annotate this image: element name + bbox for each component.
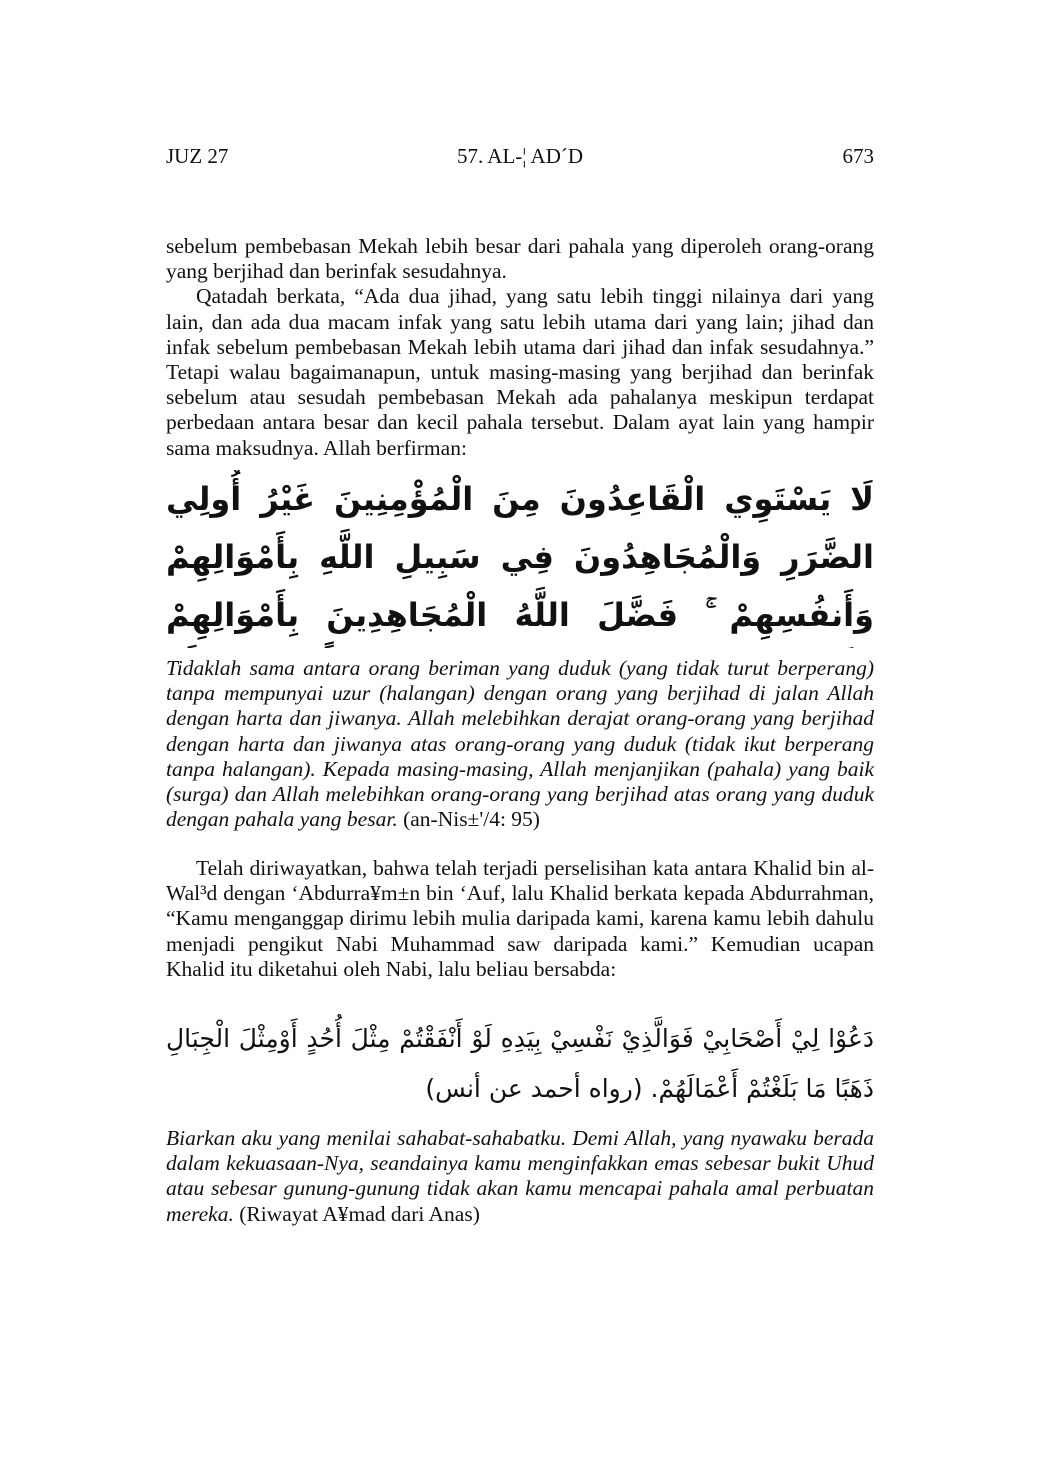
main-text-top xyxy=(166,234,874,461)
quran-translation-block xyxy=(166,656,874,832)
quran-reference: (an-Nis±'/4: 95) xyxy=(397,807,540,832)
quran-translation: Tidaklah sama antara orang beriman yang duduk (yang tidak turut berperang) tanpa mempunyai uzur (halangan) dengan orang yang berjihad di jalan Allah dengan harta dan jiwanya. Allah melebihkan derajat orang-orang yang berjihad dengan harta dan jiwanya atas orang-orang yang duduk (tidak ikut berperang tanpa halangan). Kepada masing-masing, Allah menjanjikan (pahala) yang baik (surga) dan Allah melebihkan orang-orang yang berjihad atas orang yang duduk dengan pahala yang besar. xyxy=(166,656,874,832)
quran-verse-arabic: لَا يَسْتَوِي الْقَاعِدُونَ مِنَ الْمُؤْمِنِينَ غَيْرُ أُولِي الضَّرَرِ وَالْمُجَاهِدُونَ فِي سَبِيلِ اللَّهِ بِأَمْوَالِهِمْ وَأَنفُسِهِمْ ۚ فَضَّلَ اللَّهُ الْمُجَاهِدِينَ بِأَمْوَالِهِمْ xyxy=(166,480,874,634)
surah-title: 57. AL-¦ AD´D xyxy=(456,144,584,168)
paragraph-2: Qatadah berkata, “Ada dua jihad, yang satu lebih tinggi nilainya dari yang lain, dan ada dua macam infak yang satu lebih utama dari yang lain; jihad dan infak sebelum pembebasan Mekah lebih utama dari jihad dan infak sesudahnya.” Tetapi walau bagaimanapun, untuk masing-masing yang berjihad dan berinfak sebelum atau sesudah pembebasan Mekah ada pahalanya meskipun terdapat perbedaan antara besar dan kecil pahala tersebut. Dalam ayat lain yang hampir sama maksudnya. Allah berfirman: xyxy=(166,284,874,460)
page-number: 673 xyxy=(842,144,874,168)
hadith-translation: Biarkan aku yang menilai sahabat-sahabatku. Demi Allah, yang nyawaku berada dalam kekuasaan-Nya, seandainya kamu menginfakkan emas sebesar bukit Uhud atau sebesar gunung-gunung tidak akan kamu mencapai pahala amal perbuatan mereka. xyxy=(166,1126,874,1226)
paragraph-3: Telah diriwayatkan, bahwa telah terjadi perselisihan kata antara Khalid bin al-Wal³d dengan ‘Abdurra¥m±n bin ‘Auf, lalu Khalid berkata kepada Abdurrahman, “Kamu menganggap dirimu lebih mulia daripada kami, karena kamu lebih dahulu menjadi pengikut Nabi Muhammad saw daripada kami.” Kemudian ucapan Khalid itu diketahui oleh Nabi, lalu beliau bersabda: xyxy=(166,856,874,981)
quran-translation-paragraph xyxy=(166,656,874,832)
hadith-arabic: دَعُوْا لِيْ أَصْحَابِيْ فَوَالَّذِيْ نَفْسِيْ بِيَدِهِ لَوْ أَنْفَقْتُمْ مِثْلَ أُحُدٍ أَوْمِثْلَ الْجِبَالِ ذَهَبًا مَا بَلَغْتُمْ أَعْمَالَهُمْ. (رواه أحمد عن أنس) xyxy=(166,1024,874,1103)
main-text-middle xyxy=(166,856,874,982)
hadith-reference: (Riwayat A¥mad dari Anas) xyxy=(233,1201,480,1226)
paragraph-1: sebelum pembebasan Mekah lebih besar dari pahala yang diperoleh orang-orang yang berjihad dan berinfak sesudahnya. xyxy=(166,234,874,284)
hadith-translation-paragraph xyxy=(166,1126,874,1227)
juz-label: JUZ 27 xyxy=(166,144,229,168)
hadith-translation-block xyxy=(166,1126,874,1227)
running-header xyxy=(166,144,874,176)
